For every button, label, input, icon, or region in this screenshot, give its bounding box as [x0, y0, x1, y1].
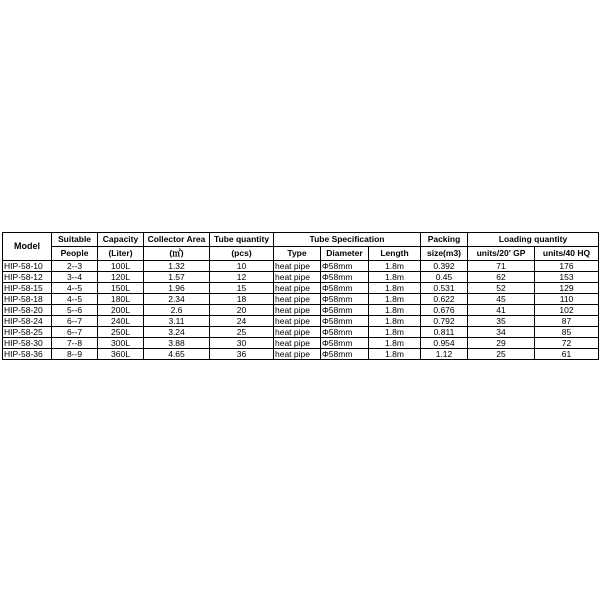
cell-gp20: 45	[468, 294, 535, 305]
cell-tubes: 30	[210, 338, 274, 349]
table-row	[3, 305, 599, 316]
table-row	[3, 316, 599, 327]
cell-people: 3--4	[52, 272, 98, 283]
cell-packing: 0.392	[421, 261, 468, 272]
cell-capacity: 200L	[98, 305, 144, 316]
cell-model: HIP-58-20	[3, 305, 52, 316]
cell-capacity: 250L	[98, 327, 144, 338]
cell-length: 1.8m	[369, 305, 421, 316]
cell-model: HIP-58-24	[3, 316, 52, 327]
cell-packing: 1.12	[421, 349, 468, 360]
table-body	[3, 261, 599, 360]
cell-area: 4.65	[144, 349, 210, 360]
header-pcs: (pcs)	[210, 247, 274, 261]
cell-capacity: 300L	[98, 338, 144, 349]
cell-hq40: 72	[535, 338, 599, 349]
cell-model: HIP-58-10	[3, 261, 52, 272]
table-row	[3, 261, 599, 272]
cell-tubes: 24	[210, 316, 274, 327]
header-tube-specification: Tube Specification	[274, 233, 421, 247]
header-collector-area: Collector Area	[144, 233, 210, 247]
header-capacity: Capacity	[98, 233, 144, 247]
table-row	[3, 294, 599, 305]
cell-type: heat pipe	[274, 261, 321, 272]
cell-length: 1.8m	[369, 338, 421, 349]
cell-length: 1.8m	[369, 349, 421, 360]
header-people: People	[52, 247, 98, 261]
table-row	[3, 283, 599, 294]
cell-type: heat pipe	[274, 349, 321, 360]
header-suitable: Suitable	[52, 233, 98, 247]
cell-hq40: 153	[535, 272, 599, 283]
cell-capacity: 100L	[98, 261, 144, 272]
cell-area: 3.11	[144, 316, 210, 327]
cell-type: heat pipe	[274, 294, 321, 305]
cell-people: 4--5	[52, 283, 98, 294]
cell-tubes: 18	[210, 294, 274, 305]
cell-diameter: Φ58mm	[321, 272, 369, 283]
cell-diameter: Φ58mm	[321, 327, 369, 338]
cell-length: 1.8m	[369, 283, 421, 294]
cell-model: HIP-58-18	[3, 294, 52, 305]
cell-hq40: 87	[535, 316, 599, 327]
cell-gp20: 34	[468, 327, 535, 338]
cell-length: 1.8m	[369, 294, 421, 305]
cell-gp20: 25	[468, 349, 535, 360]
header-diameter: Diameter	[321, 247, 369, 261]
cell-type: heat pipe	[274, 272, 321, 283]
cell-people: 8--9	[52, 349, 98, 360]
cell-model: HIP-58-12	[3, 272, 52, 283]
cell-length: 1.8m	[369, 327, 421, 338]
cell-model: HIP-58-36	[3, 349, 52, 360]
cell-capacity: 150L	[98, 283, 144, 294]
cell-diameter: Φ58mm	[321, 305, 369, 316]
cell-tubes: 36	[210, 349, 274, 360]
cell-model: HIP-58-15	[3, 283, 52, 294]
cell-capacity: 240L	[98, 316, 144, 327]
spec-sheet	[2, 232, 598, 360]
cell-diameter: Φ58mm	[321, 283, 369, 294]
cell-area: 1.32	[144, 261, 210, 272]
cell-capacity: 120L	[98, 272, 144, 283]
header-row-2	[3, 247, 599, 261]
header-area-unit: (㎡)	[144, 247, 210, 261]
cell-hq40: 85	[535, 327, 599, 338]
cell-tubes: 20	[210, 305, 274, 316]
table-header	[3, 233, 599, 261]
cell-capacity: 360L	[98, 349, 144, 360]
cell-gp20: 29	[468, 338, 535, 349]
header-row-1	[3, 233, 599, 247]
cell-type: heat pipe	[274, 305, 321, 316]
cell-hq40: 61	[535, 349, 599, 360]
header-packing-size: size(m3)	[421, 247, 468, 261]
cell-packing: 0.811	[421, 327, 468, 338]
cell-area: 3.24	[144, 327, 210, 338]
table-row	[3, 272, 599, 283]
cell-gp20: 62	[468, 272, 535, 283]
cell-people: 6--7	[52, 316, 98, 327]
cell-area: 1.96	[144, 283, 210, 294]
header-loading-quantity: Loading quantity	[468, 233, 599, 247]
table-row	[3, 338, 599, 349]
cell-tubes: 25	[210, 327, 274, 338]
table-row	[3, 349, 599, 360]
cell-packing: 0.531	[421, 283, 468, 294]
cell-hq40: 176	[535, 261, 599, 272]
cell-length: 1.8m	[369, 261, 421, 272]
product-spec-table	[2, 232, 599, 360]
cell-type: heat pipe	[274, 316, 321, 327]
header-units-20gp: units/20' GP	[468, 247, 535, 261]
header-model: Model	[3, 233, 52, 261]
cell-hq40: 110	[535, 294, 599, 305]
cell-diameter: Φ58mm	[321, 316, 369, 327]
cell-packing: 0.676	[421, 305, 468, 316]
cell-diameter: Φ58mm	[321, 338, 369, 349]
cell-area: 2.6	[144, 305, 210, 316]
cell-packing: 0.45	[421, 272, 468, 283]
cell-area: 1.57	[144, 272, 210, 283]
cell-people: 2--3	[52, 261, 98, 272]
cell-capacity: 180L	[98, 294, 144, 305]
cell-people: 6--7	[52, 327, 98, 338]
table-row	[3, 327, 599, 338]
cell-type: heat pipe	[274, 338, 321, 349]
cell-packing: 0.954	[421, 338, 468, 349]
cell-gp20: 52	[468, 283, 535, 294]
cell-people: 7--8	[52, 338, 98, 349]
cell-tubes: 12	[210, 272, 274, 283]
header-type: Type	[274, 247, 321, 261]
cell-type: heat pipe	[274, 283, 321, 294]
cell-area: 2.34	[144, 294, 210, 305]
cell-hq40: 129	[535, 283, 599, 294]
cell-diameter: Φ58mm	[321, 294, 369, 305]
header-packing: Packing	[421, 233, 468, 247]
cell-tubes: 10	[210, 261, 274, 272]
cell-diameter: Φ58mm	[321, 349, 369, 360]
cell-gp20: 35	[468, 316, 535, 327]
cell-model: HIP-58-30	[3, 338, 52, 349]
cell-packing: 0.792	[421, 316, 468, 327]
cell-length: 1.8m	[369, 316, 421, 327]
header-length: Length	[369, 247, 421, 261]
cell-people: 5--6	[52, 305, 98, 316]
cell-packing: 0.622	[421, 294, 468, 305]
cell-area: 3.88	[144, 338, 210, 349]
cell-length: 1.8m	[369, 272, 421, 283]
cell-model: HIP-58-25	[3, 327, 52, 338]
cell-type: heat pipe	[274, 327, 321, 338]
cell-tubes: 15	[210, 283, 274, 294]
header-units-40hq: units/40 HQ	[535, 247, 599, 261]
header-tube-quantity: Tube quantity	[210, 233, 274, 247]
cell-gp20: 71	[468, 261, 535, 272]
cell-diameter: Φ58mm	[321, 261, 369, 272]
cell-gp20: 41	[468, 305, 535, 316]
header-liter: (Liter)	[98, 247, 144, 261]
cell-people: 4--5	[52, 294, 98, 305]
cell-hq40: 102	[535, 305, 599, 316]
